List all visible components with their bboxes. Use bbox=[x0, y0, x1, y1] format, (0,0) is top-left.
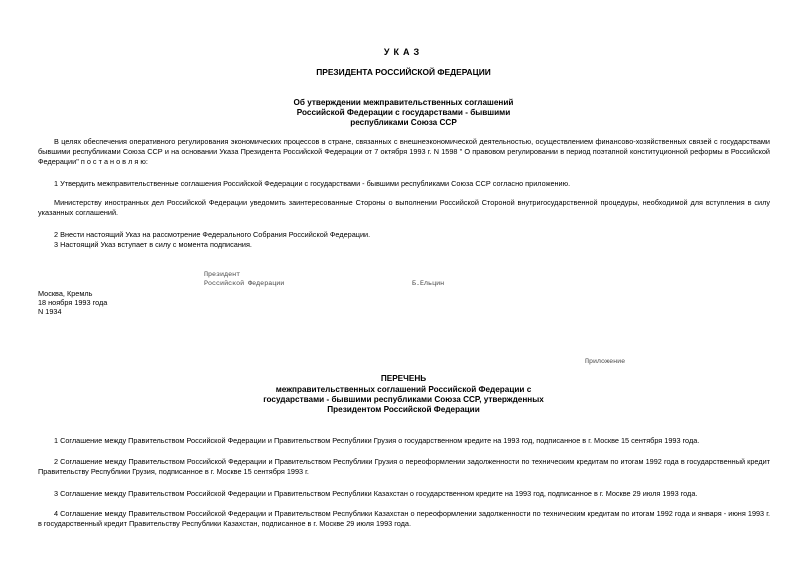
preamble-paragraph bbox=[38, 137, 770, 167]
decree-title: УКАЗ bbox=[383, 47, 424, 57]
appendix-item: 3 Соглашение между Правительством Российской Федерации и Правительством Республики Казахстан о государственном кредите на 1993 год, подписанное в г. Москве 29 июля 1993 года. bbox=[54, 489, 698, 498]
signature-name: Б.Ельцин bbox=[412, 280, 445, 288]
signing-date: 18 ноября 1993 года bbox=[38, 298, 108, 307]
signature-position-line2: Российской Федерации bbox=[204, 280, 285, 288]
signing-place: Москва, Кремль bbox=[38, 289, 93, 298]
mfa-paragraph: Министерству иностранных дел Российской Федерации уведомить заинтересованные Стороны о выполнении Российской Стороной внутригосударственной процедуры, необходимой для вступления в силу указанных соглашений. bbox=[38, 198, 770, 217]
preamble-text: В целях обеспечения оперативного регулирования экономических процессов в стране, связанных с внешнеэкономической деятельностью, осуществлением финансово-хозяйственных связей с государствами бывшими республиками Союза ССР и на основании Указа Президента Российской Федерации от 7 октября 1993 г. N 1598 " О правовом регулировании в период поэтапной конституционной реформы в Российской Федерации" bbox=[38, 137, 770, 166]
appendix-subtitle-line: государствами - бывшими республиками Союза ССР, утвержденных bbox=[263, 395, 544, 404]
subject-line: Российской Федерации с государствами - бывшими bbox=[296, 108, 511, 117]
issuer-title: ПРЕЗИДЕНТА РОССИЙСКОЙ ФЕДЕРАЦИИ bbox=[316, 67, 491, 77]
subject-title bbox=[0, 98, 807, 128]
decree-item-3: 3 Настоящий Указ вступает в силу с момента подписания. bbox=[54, 240, 252, 249]
signature-position-line1: Президент bbox=[204, 271, 241, 279]
appendix-subtitle-line: Президентом Российской Федерации bbox=[327, 405, 480, 414]
subject-line: Об утверждении межправительственных соглашений bbox=[293, 98, 514, 107]
appendix-item: 1 Соглашение между Правительством Российской Федерации и Правительством Республики Грузия о государственном кредите на 1993 год, подписанное в г. Москве 15 сентября 1993 года. bbox=[54, 436, 700, 445]
appendix-subtitle-line: межправительственных соглашений Российской Федерации с bbox=[275, 385, 532, 394]
subject-line: республиками Союза ССР bbox=[350, 118, 457, 127]
appendix-item: 4 Соглашение между Правительством Российской Федерации и Правительством Республики Казахстан о переоформлении задолженности по техническим кредитам по итогам 1992 года и января - июня 1993 г. в государственный кредит Правительству Республики Казахстан, подписанное в г. Москве 29 июля 1993 года. bbox=[38, 509, 770, 528]
appendix-label: Приложение bbox=[585, 358, 626, 366]
decree-number: N 1934 bbox=[38, 307, 62, 316]
decree-item-1: 1 Утвердить межправительственные соглашения Российской Федерации с государствами - бывшими республиками Союза ССР согласно приложению. bbox=[54, 179, 571, 188]
preamble-decree-word: п о с т а н о в л я ю: bbox=[80, 157, 148, 166]
decree-item-2: 2 Внести настоящий Указ на рассмотрение Федерального Собрания Российской Федерации. bbox=[54, 230, 371, 239]
appendix-title: ПЕРЕЧЕНЬ bbox=[380, 374, 427, 383]
appendix-item: 2 Соглашение между Правительством Российской Федерации и Правительством Республики Грузия о переоформлении задолженности по техническим кредитам по итогам 1992 года в государственный кредит Правительству Республики Грузия, подписанное в г. Москве 15 сентября 1993 г. bbox=[38, 457, 770, 476]
appendix-subtitle bbox=[0, 385, 807, 415]
